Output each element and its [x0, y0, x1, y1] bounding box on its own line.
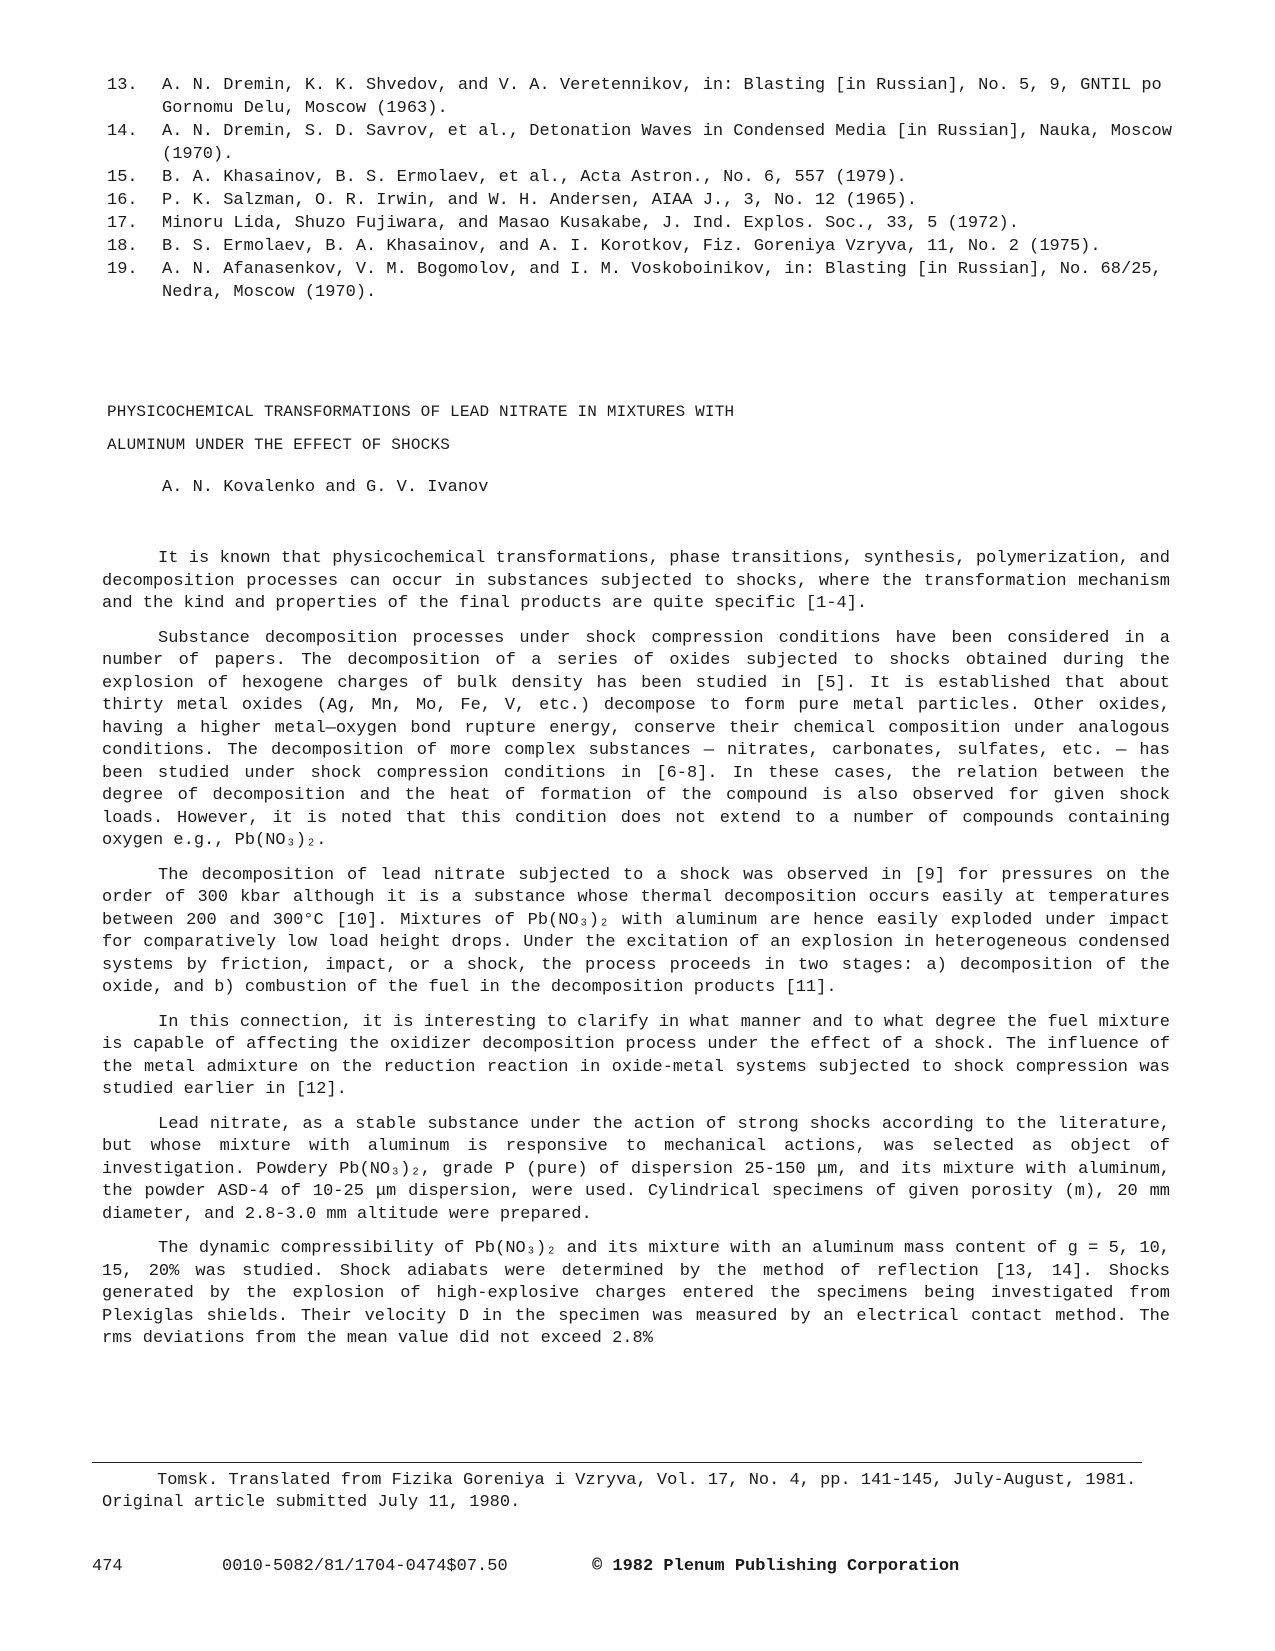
reference-list — [107, 74, 1187, 304]
reference-number: 18. — [107, 237, 138, 256]
reference-number: 15. — [107, 168, 138, 187]
article-title-line-1: PHYSICOCHEMICAL TRANSFORMATIONS OF LEAD NITRATE IN MIXTURES WITH — [107, 403, 735, 421]
footnote: Tomsk. Translated from Fizika Goreniya i Vzryva, Vol. 17, No. 4, pp. 141-145, July-August, 1981. Original article submitted July 11, 1980. — [102, 1471, 1137, 1512]
reference-text: Minoru Lida, Shuzo Fujiwara, and Masao Kusakabe, J. Ind. Explos. Soc., 33, 5 (1972). — [162, 214, 1019, 233]
footnote-divider — [92, 1462, 1142, 1463]
reference-item — [107, 120, 1187, 166]
body-paragraph: It is known that physicochemical transformations, phase transitions, synthesis, polymerization, and decomposition processes can occur in substances subjected to shocks, where the transformation mechanism and the kind and properties of the final products are quite specific [1-4]. — [102, 549, 1170, 613]
reference-item — [107, 74, 1187, 120]
article-title — [107, 396, 734, 462]
reference-text: P. K. Salzman, O. R. Irwin, and W. H. Andersen, AIAA J., 3, No. 12 (1965). — [162, 191, 917, 210]
reference-number: 19. — [107, 260, 138, 279]
reference-number: 14. — [107, 122, 138, 141]
reference-number: 13. — [107, 76, 138, 95]
body-paragraph: In this connection, it is interesting to clarify in what manner and to what degree the fuel mixture is capable of affecting the oxidizer decomposition process under the effect of a shock. The influence of the metal admixture on the reduction reaction in oxide-metal systems subjected to shock compression was studied earlier in [12]. — [102, 1012, 1170, 1099]
reference-text: A. N. Dremin, S. D. Savrov, et al., Detonation Waves in Condensed Media [in Russian], Nauka, Moscow (1970). — [162, 122, 1172, 164]
reference-item — [107, 189, 1187, 212]
reference-number: 17. — [107, 214, 138, 233]
reference-item — [107, 235, 1187, 258]
body-paragraph: Lead nitrate, as a stable substance under the action of strong shocks according to the literature, but whose mixture with aluminum is responsive to mechanical actions, was selected as object of investigation. Powdery Pb(NO₃)₂, grade P (pure) of dispersion 25-150 μm, and its mixture with aluminum, the powder ASD-4 of 10-25 μm dispersion, were used. Cylindrical specimens of given porosity (m), 20 mm diameter, and 2.8-3.0 mm altitude were prepared. — [102, 1114, 1170, 1224]
article-authors: A. N. Kovalenko and G. V. Ivanov — [162, 478, 489, 497]
article-body — [102, 548, 1170, 1363]
reference-item — [107, 166, 1187, 189]
body-paragraph: The dynamic compressibility of Pb(NO₃)₂ and its mixture with an aluminum mass content of g = 5, 10, 15, 20% was studied. Shock adiabats were determined by the method of reflection [13, 14]. Shocks generated by the explosion of high-explosive charges entered the specimens being investigated from Plexiglas shields. Their velocity D in the specimen was measured by an electrical contact method. The rms deviations from the mean value did not exceed 2.8% — [102, 1239, 1170, 1348]
reference-text: B. S. Ermolaev, B. A. Khasainov, and A. I. Korotkov, Fiz. Goreniya Vzryva, 11, No. 2 (1975). — [162, 237, 1101, 256]
reference-number: 16. — [107, 191, 138, 210]
article-title-line-2: ALUMINUM UNDER THE EFFECT OF SHOCKS — [107, 436, 451, 454]
page-number: 474 — [92, 1557, 123, 1576]
body-paragraph: The decomposition of lead nitrate subjected to a shock was observed in [9] for pressures on the order of 300 kbar although it is a substance whose thermal decomposition occurs easily at temperatures between 200 and 300°C [10]. Mixtures of Pb(NO₃)₂ with aluminum are hence easily exploded under impact for comparatively low load height drops. Under the excitation of an explosion in heterogeneous condensed systems by friction, impact, or a shock, the process proceeds in two stages: a) decomposition of the oxide, and b) combustion of the fuel in the decomposition products [11]. — [102, 865, 1170, 997]
reference-text: A. N. Dremin, K. K. Shvedov, and V. A. Veretennikov, in: Blasting [in Russian], No. 5, 9, GNTIL po Gornomu Delu, Moscow (1963). — [162, 76, 1162, 118]
body-paragraph: Substance decomposition processes under shock compression conditions have been considered in a number of papers. The decomposition of a series of oxides subjected to shocks obtained during the explosion of hexogene charges of bulk density has been studied in [5]. It is established that about thirty metal oxides (Ag, Mn, Mo, Fe, V, etc.) decompose to form pure metal particles. Other oxides, having a higher metal—oxygen bond rupture energy, conserve their chemical composition under analogous conditions. The decomposition of more complex substances — nitrates, carbonates, sulfates, etc. — has been studied under shock compression conditions in [6-8]. In these cases, the relation between the degree of decomposition and the heat of formation of the compound is also observed for given shock loads. However, it is noted that this condition does not extend to a number of compounds containing oxygen e.g., Pb(NO₃)₂. — [102, 628, 1170, 850]
reference-item — [107, 258, 1187, 304]
copyright-notice: © 1982 Plenum Publishing Corporation — [592, 1557, 960, 1576]
reference-text: A. N. Afanasenkov, V. M. Bogomolov, and I. M. Voskoboinikov, in: Blasting [in Russian], No. 68/25, Nedra, Moscow (1970). — [162, 260, 1162, 302]
reference-item — [107, 212, 1187, 235]
article-code: 0010-5082/81/1704-0474$07.50 — [222, 1557, 508, 1576]
reference-text: B. A. Khasainov, B. S. Ermolaev, et al., Acta Astron., No. 6, 557 (1979). — [162, 168, 907, 187]
